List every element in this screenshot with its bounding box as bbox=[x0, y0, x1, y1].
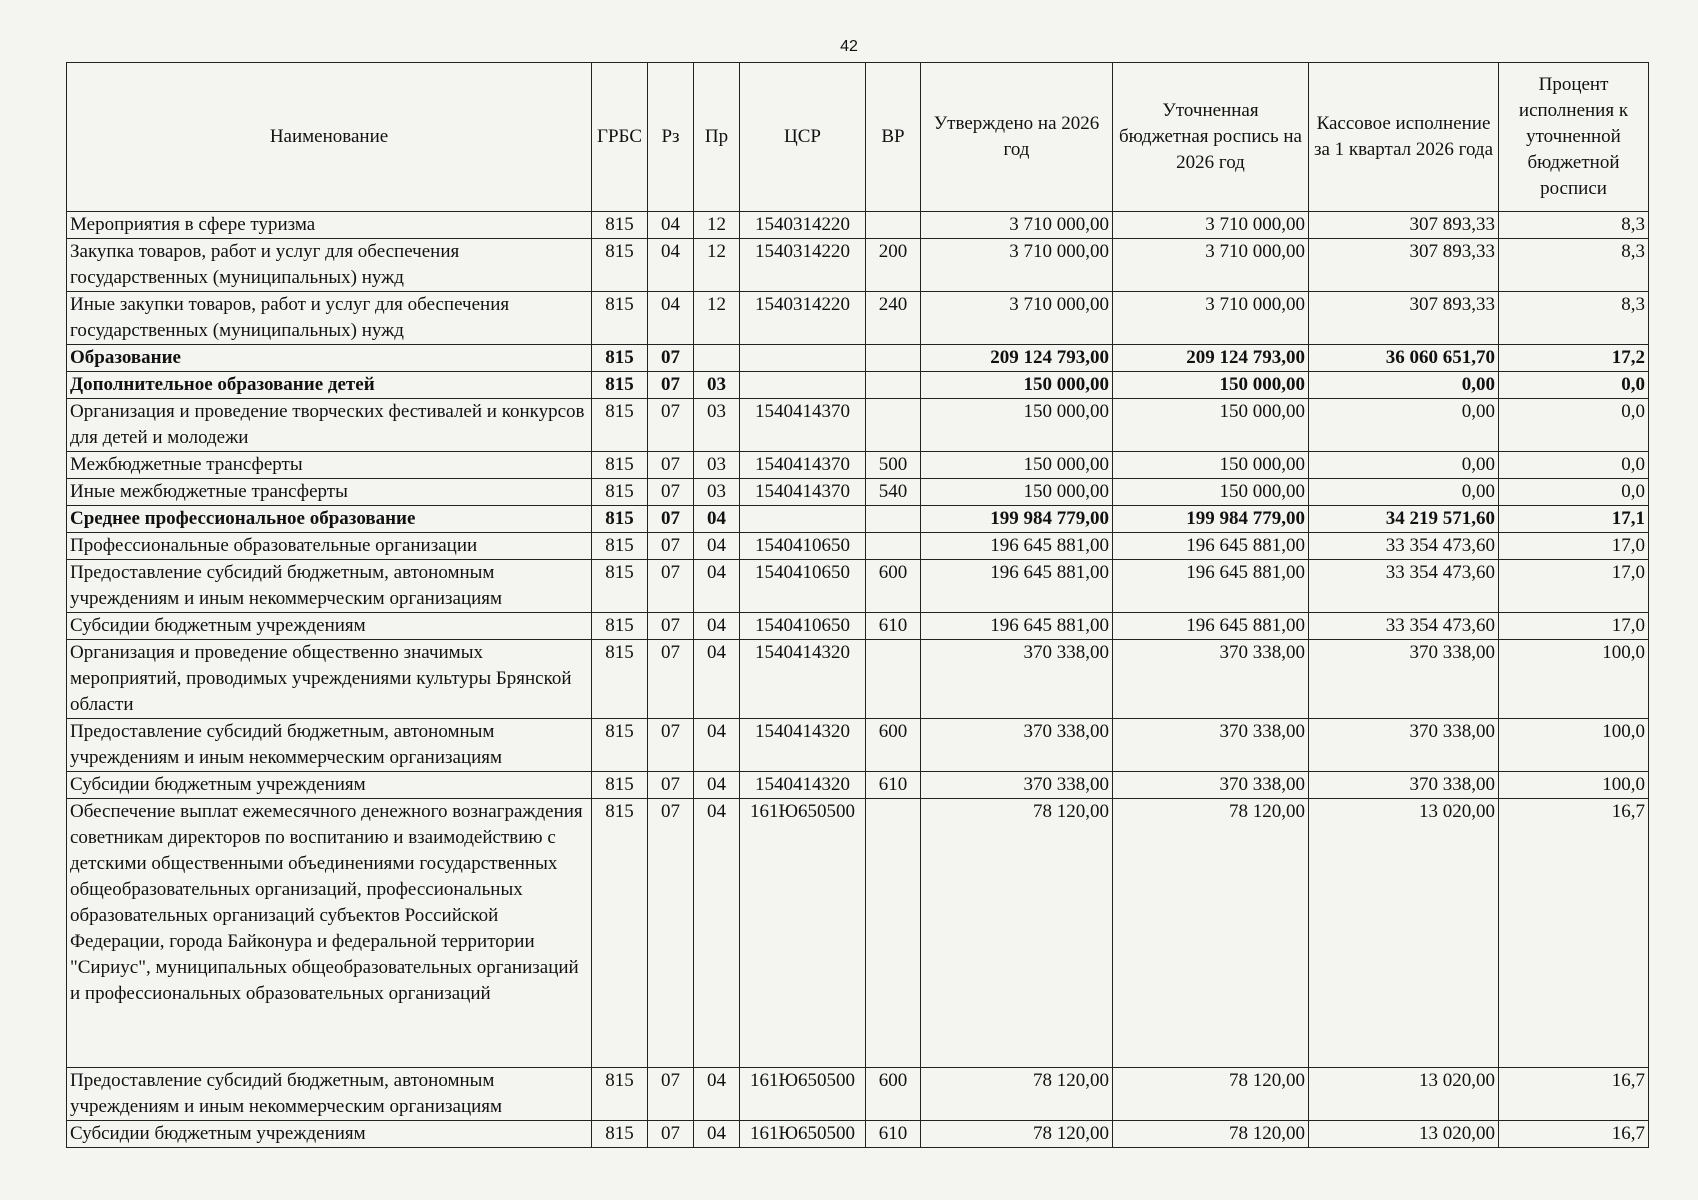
cell-percent: 0,0 bbox=[1499, 452, 1649, 479]
cell-rz: 07 bbox=[648, 399, 694, 452]
table-row bbox=[67, 292, 1649, 345]
cell-percent: 17,0 bbox=[1499, 613, 1649, 640]
cell-approved: 196 645 881,00 bbox=[921, 533, 1113, 560]
cell-vr: 600 bbox=[866, 1068, 921, 1121]
cell-percent: 17,2 bbox=[1499, 345, 1649, 372]
cell-name: Субсидии бюджетным учреждениям bbox=[67, 613, 592, 640]
cell-cash: 370 338,00 bbox=[1309, 772, 1499, 799]
cell-rz: 07 bbox=[648, 719, 694, 772]
table-row bbox=[67, 533, 1649, 560]
cell-csr: 1540314220 bbox=[740, 292, 866, 345]
cell-csr bbox=[740, 345, 866, 372]
cell-refined: 150 000,00 bbox=[1113, 372, 1309, 399]
cell-vr: 600 bbox=[866, 719, 921, 772]
cell-vr bbox=[866, 533, 921, 560]
cell-refined: 78 120,00 bbox=[1113, 1121, 1309, 1148]
cell-vr bbox=[866, 212, 921, 239]
cell-csr: 1540414320 bbox=[740, 772, 866, 799]
cell-approved: 199 984 779,00 bbox=[921, 506, 1113, 533]
cell-rz: 07 bbox=[648, 452, 694, 479]
cell-refined: 3 710 000,00 bbox=[1113, 239, 1309, 292]
cell-refined: 150 000,00 bbox=[1113, 479, 1309, 506]
cell-refined: 150 000,00 bbox=[1113, 399, 1309, 452]
cell-csr: 1540410650 bbox=[740, 613, 866, 640]
cell-grbs: 815 bbox=[592, 372, 648, 399]
cell-approved: 3 710 000,00 bbox=[921, 239, 1113, 292]
table-row bbox=[67, 613, 1649, 640]
cell-name: Иные межбюджетные трансферты bbox=[67, 479, 592, 506]
cell-percent: 16,7 bbox=[1499, 1068, 1649, 1121]
cell-percent: 17,0 bbox=[1499, 560, 1649, 613]
header-csr: ЦСР bbox=[740, 63, 866, 212]
cell-vr: 540 bbox=[866, 479, 921, 506]
cell-name: Среднее профессиональное образование bbox=[67, 506, 592, 533]
cell-cash: 307 893,33 bbox=[1309, 292, 1499, 345]
cell-approved: 150 000,00 bbox=[921, 372, 1113, 399]
cell-csr: 1540414320 bbox=[740, 640, 866, 719]
cell-csr: 1540410650 bbox=[740, 560, 866, 613]
cell-percent: 16,7 bbox=[1499, 1121, 1649, 1148]
cell-grbs: 815 bbox=[592, 506, 648, 533]
cell-csr: 1540314220 bbox=[740, 239, 866, 292]
cell-refined: 150 000,00 bbox=[1113, 452, 1309, 479]
cell-name: Мероприятия в сфере туризма bbox=[67, 212, 592, 239]
header-vr: ВР bbox=[866, 63, 921, 212]
cell-csr: 1540414320 bbox=[740, 719, 866, 772]
cell-pr: 12 bbox=[694, 239, 740, 292]
cell-percent: 0,0 bbox=[1499, 399, 1649, 452]
table-row bbox=[67, 212, 1649, 239]
cell-vr bbox=[866, 640, 921, 719]
cell-approved: 3 710 000,00 bbox=[921, 292, 1113, 345]
cell-vr bbox=[866, 799, 921, 1068]
cell-cash: 33 354 473,60 bbox=[1309, 533, 1499, 560]
cell-csr bbox=[740, 372, 866, 399]
table-row bbox=[67, 772, 1649, 799]
header-cash: Кассовое исполнение за 1 квартал 2026 года bbox=[1309, 63, 1499, 212]
cell-cash: 33 354 473,60 bbox=[1309, 560, 1499, 613]
cell-csr: 161Ю650500 bbox=[740, 1068, 866, 1121]
cell-grbs: 815 bbox=[592, 1068, 648, 1121]
cell-approved: 78 120,00 bbox=[921, 1121, 1113, 1148]
cell-grbs: 815 bbox=[592, 399, 648, 452]
cell-rz: 07 bbox=[648, 1068, 694, 1121]
cell-percent: 0,0 bbox=[1499, 479, 1649, 506]
cell-approved: 3 710 000,00 bbox=[921, 212, 1113, 239]
cell-csr: 161Ю650500 bbox=[740, 1121, 866, 1148]
cell-approved: 150 000,00 bbox=[921, 479, 1113, 506]
cell-pr bbox=[694, 345, 740, 372]
cell-refined: 196 645 881,00 bbox=[1113, 613, 1309, 640]
cell-cash: 370 338,00 bbox=[1309, 719, 1499, 772]
cell-name: Обеспечение выплат ежемесячного денежного вознаграждения советникам директоров по воспитанию и взаимодействию с детскими общественными объединениями государственных общеобразовательных организаций, профессиональных образовательных организаций субъектов Российской Федерации, города Байконура и федеральной территории "Сириус", муниципальных общеобразовательных организаций и профессиональных образовательных организаций bbox=[67, 799, 592, 1068]
cell-pr: 03 bbox=[694, 372, 740, 399]
cell-approved: 196 645 881,00 bbox=[921, 560, 1113, 613]
cell-csr: 1540414370 bbox=[740, 399, 866, 452]
table-row bbox=[67, 640, 1649, 719]
cell-pr: 04 bbox=[694, 1068, 740, 1121]
cell-approved: 196 645 881,00 bbox=[921, 613, 1113, 640]
cell-vr: 610 bbox=[866, 613, 921, 640]
cell-rz: 04 bbox=[648, 292, 694, 345]
cell-approved: 209 124 793,00 bbox=[921, 345, 1113, 372]
cell-refined: 209 124 793,00 bbox=[1113, 345, 1309, 372]
table-row bbox=[67, 345, 1649, 372]
header-grbs: ГРБС bbox=[592, 63, 648, 212]
cell-refined: 3 710 000,00 bbox=[1113, 292, 1309, 345]
cell-name: Предоставление субсидий бюджетным, автономным учреждениям и иным некоммерческим организациям bbox=[67, 560, 592, 613]
cell-percent: 8,3 bbox=[1499, 212, 1649, 239]
cell-percent: 0,0 bbox=[1499, 372, 1649, 399]
cell-pr: 04 bbox=[694, 613, 740, 640]
header-percent: Процент исполнения к уточненной бюджетной росписи bbox=[1499, 63, 1649, 212]
cell-name: Субсидии бюджетным учреждениям bbox=[67, 1121, 592, 1148]
budget-table bbox=[66, 62, 1649, 1148]
cell-cash: 33 354 473,60 bbox=[1309, 613, 1499, 640]
cell-name: Профессиональные образовательные организации bbox=[67, 533, 592, 560]
cell-grbs: 815 bbox=[592, 479, 648, 506]
cell-pr: 04 bbox=[694, 772, 740, 799]
cell-rz: 07 bbox=[648, 345, 694, 372]
cell-rz: 07 bbox=[648, 613, 694, 640]
cell-pr: 04 bbox=[694, 719, 740, 772]
cell-grbs: 815 bbox=[592, 640, 648, 719]
cell-grbs: 815 bbox=[592, 719, 648, 772]
cell-name: Иные закупки товаров, работ и услуг для обеспечения государственных (муниципальных) нужд bbox=[67, 292, 592, 345]
cell-refined: 370 338,00 bbox=[1113, 640, 1309, 719]
cell-pr: 04 bbox=[694, 799, 740, 1068]
cell-grbs: 815 bbox=[592, 239, 648, 292]
header-pr: Пр bbox=[694, 63, 740, 212]
cell-rz: 07 bbox=[648, 372, 694, 399]
cell-grbs: 815 bbox=[592, 533, 648, 560]
cell-refined: 78 120,00 bbox=[1113, 799, 1309, 1068]
cell-cash: 0,00 bbox=[1309, 372, 1499, 399]
cell-refined: 196 645 881,00 bbox=[1113, 533, 1309, 560]
cell-percent: 16,7 bbox=[1499, 799, 1649, 1068]
cell-pr: 12 bbox=[694, 212, 740, 239]
page-number: 42 bbox=[840, 38, 858, 55]
cell-approved: 370 338,00 bbox=[921, 719, 1113, 772]
cell-rz: 07 bbox=[648, 640, 694, 719]
cell-rz: 07 bbox=[648, 1121, 694, 1148]
cell-vr: 600 bbox=[866, 560, 921, 613]
table-row bbox=[67, 479, 1649, 506]
table-row bbox=[67, 452, 1649, 479]
cell-name: Субсидии бюджетным учреждениям bbox=[67, 772, 592, 799]
cell-approved: 370 338,00 bbox=[921, 772, 1113, 799]
cell-grbs: 815 bbox=[592, 772, 648, 799]
cell-vr: 610 bbox=[866, 1121, 921, 1148]
cell-cash: 36 060 651,70 bbox=[1309, 345, 1499, 372]
cell-grbs: 815 bbox=[592, 292, 648, 345]
cell-percent: 8,3 bbox=[1499, 239, 1649, 292]
cell-rz: 07 bbox=[648, 799, 694, 1068]
cell-pr: 04 bbox=[694, 1121, 740, 1148]
cell-pr: 03 bbox=[694, 399, 740, 452]
cell-csr: 1540414370 bbox=[740, 452, 866, 479]
cell-refined: 370 338,00 bbox=[1113, 719, 1309, 772]
cell-cash: 13 020,00 bbox=[1309, 1068, 1499, 1121]
cell-rz: 04 bbox=[648, 212, 694, 239]
cell-rz: 07 bbox=[648, 479, 694, 506]
cell-csr bbox=[740, 506, 866, 533]
cell-cash: 0,00 bbox=[1309, 452, 1499, 479]
cell-rz: 07 bbox=[648, 560, 694, 613]
cell-approved: 370 338,00 bbox=[921, 640, 1113, 719]
cell-refined: 196 645 881,00 bbox=[1113, 560, 1309, 613]
cell-cash: 13 020,00 bbox=[1309, 799, 1499, 1068]
cell-vr bbox=[866, 399, 921, 452]
table-header-row bbox=[67, 63, 1649, 212]
table-row bbox=[67, 1068, 1649, 1121]
cell-pr: 04 bbox=[694, 533, 740, 560]
header-approved: Утверждено на 2026 год bbox=[921, 63, 1113, 212]
cell-csr: 1540410650 bbox=[740, 533, 866, 560]
cell-name: Организация и проведение творческих фестивалей и конкурсов для детей и молодежи bbox=[67, 399, 592, 452]
cell-vr: 200 bbox=[866, 239, 921, 292]
cell-approved: 150 000,00 bbox=[921, 399, 1113, 452]
cell-percent: 17,1 bbox=[1499, 506, 1649, 533]
cell-percent: 17,0 bbox=[1499, 533, 1649, 560]
cell-vr: 500 bbox=[866, 452, 921, 479]
cell-rz: 04 bbox=[648, 239, 694, 292]
table-row bbox=[67, 560, 1649, 613]
cell-vr: 240 bbox=[866, 292, 921, 345]
cell-pr: 04 bbox=[694, 560, 740, 613]
cell-vr bbox=[866, 345, 921, 372]
cell-grbs: 815 bbox=[592, 1121, 648, 1148]
cell-name: Предоставление субсидий бюджетным, автономным учреждениям и иным некоммерческим организациям bbox=[67, 1068, 592, 1121]
cell-cash: 13 020,00 bbox=[1309, 1121, 1499, 1148]
cell-refined: 3 710 000,00 bbox=[1113, 212, 1309, 239]
cell-csr: 161Ю650500 bbox=[740, 799, 866, 1068]
cell-percent: 8,3 bbox=[1499, 292, 1649, 345]
cell-approved: 78 120,00 bbox=[921, 799, 1113, 1068]
table-row bbox=[67, 506, 1649, 533]
cell-cash: 0,00 bbox=[1309, 479, 1499, 506]
cell-pr: 04 bbox=[694, 506, 740, 533]
cell-cash: 0,00 bbox=[1309, 399, 1499, 452]
cell-cash: 370 338,00 bbox=[1309, 640, 1499, 719]
cell-refined: 199 984 779,00 bbox=[1113, 506, 1309, 533]
cell-pr: 03 bbox=[694, 479, 740, 506]
cell-cash: 34 219 571,60 bbox=[1309, 506, 1499, 533]
table-row bbox=[67, 239, 1649, 292]
cell-name: Закупка товаров, работ и услуг для обеспечения государственных (муниципальных) нужд bbox=[67, 239, 592, 292]
cell-vr: 610 bbox=[866, 772, 921, 799]
cell-rz: 07 bbox=[648, 506, 694, 533]
table-row bbox=[67, 399, 1649, 452]
cell-name: Образование bbox=[67, 345, 592, 372]
cell-grbs: 815 bbox=[592, 613, 648, 640]
cell-grbs: 815 bbox=[592, 452, 648, 479]
cell-name: Межбюджетные трансферты bbox=[67, 452, 592, 479]
table-row bbox=[67, 719, 1649, 772]
cell-cash: 307 893,33 bbox=[1309, 239, 1499, 292]
cell-grbs: 815 bbox=[592, 799, 648, 1068]
header-rz: Рз bbox=[648, 63, 694, 212]
cell-csr: 1540314220 bbox=[740, 212, 866, 239]
cell-rz: 07 bbox=[648, 533, 694, 560]
cell-csr: 1540414370 bbox=[740, 479, 866, 506]
cell-percent: 100,0 bbox=[1499, 772, 1649, 799]
cell-rz: 07 bbox=[648, 772, 694, 799]
table-row bbox=[67, 799, 1649, 1068]
cell-name: Дополнительное образование детей bbox=[67, 372, 592, 399]
header-refined: Уточненная бюджетная роспись на 2026 год bbox=[1113, 63, 1309, 212]
cell-vr bbox=[866, 506, 921, 533]
cell-grbs: 815 bbox=[592, 560, 648, 613]
cell-refined: 370 338,00 bbox=[1113, 772, 1309, 799]
cell-approved: 150 000,00 bbox=[921, 452, 1113, 479]
cell-percent: 100,0 bbox=[1499, 719, 1649, 772]
cell-refined: 78 120,00 bbox=[1113, 1068, 1309, 1121]
cell-pr: 04 bbox=[694, 640, 740, 719]
cell-pr: 12 bbox=[694, 292, 740, 345]
cell-percent: 100,0 bbox=[1499, 640, 1649, 719]
cell-pr: 03 bbox=[694, 452, 740, 479]
table-row bbox=[67, 1121, 1649, 1148]
cell-grbs: 815 bbox=[592, 345, 648, 372]
cell-name: Организация и проведение общественно значимых мероприятий, проводимых учреждениями культуры Брянской области bbox=[67, 640, 592, 719]
cell-grbs: 815 bbox=[592, 212, 648, 239]
cell-name: Предоставление субсидий бюджетным, автономным учреждениям и иным некоммерческим организациям bbox=[67, 719, 592, 772]
table-body bbox=[67, 212, 1649, 1148]
table-row bbox=[67, 372, 1649, 399]
cell-approved: 78 120,00 bbox=[921, 1068, 1113, 1121]
cell-cash: 307 893,33 bbox=[1309, 212, 1499, 239]
cell-vr bbox=[866, 372, 921, 399]
header-name: Наименование bbox=[67, 63, 592, 212]
